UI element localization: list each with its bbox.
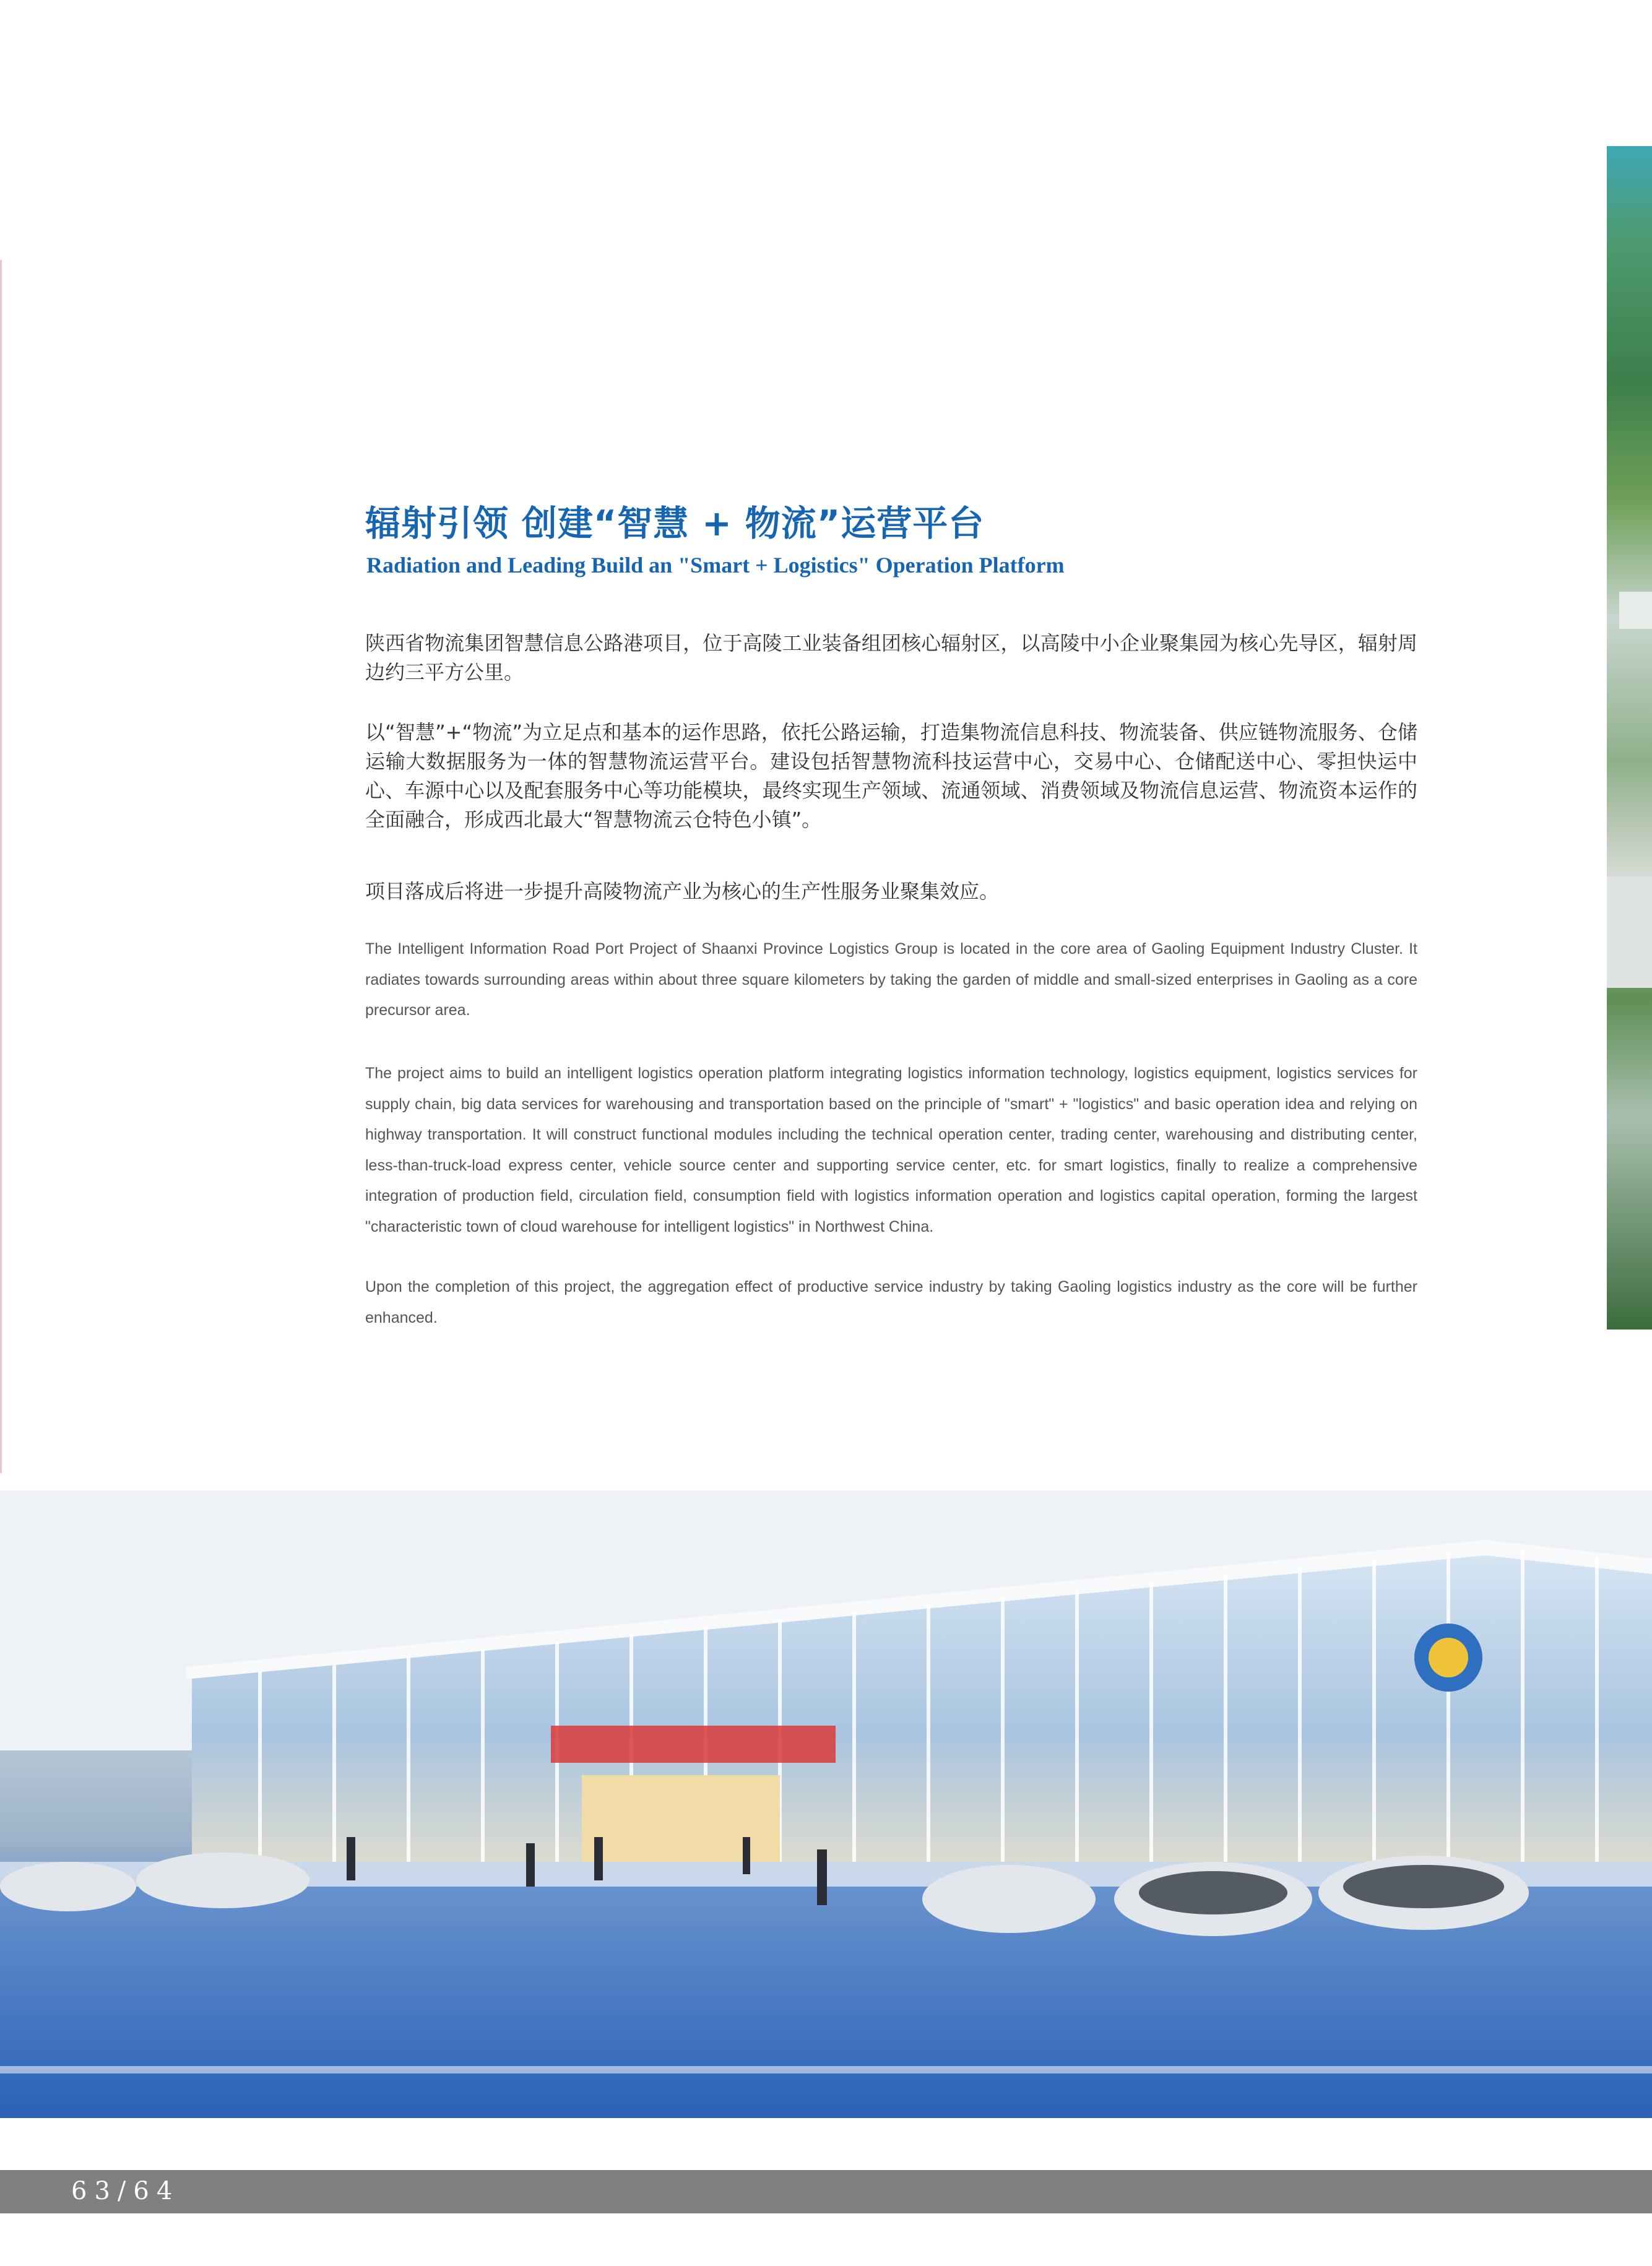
aerial-roof [1619,592,1652,629]
body-en-paragraph-3: Upon the completion of this project, the aggregation effect of productive service industry by taking Gaoling logistics industry as the core will be further enhanced. [365,1278,1417,1326]
body-en-paragraph-2: The project aims to build an intelligent logistics operation platform integrating logistics information technology, logistics equipment, logistics services for supply chain, big data services for warehousing and transportation based on the principle of "smart" + "logistics" and basic operation idea and relying on highway transportation. It will construct functional modules including the technical operation center, trading center, warehousing and distributing center, less-than-truck-load express center, vehicle source center and supporting service center, etc. for smart logistics, finally to realize a comprehensive integration of production field, circulation field, consumption field with logistics information operation and logistics capital operation, forming the largest "characteristic town of cloud warehouse for intelligent logistics" in Northwest China. [365,1065,1417,1235]
body-cn-paragraph-2: 以“智慧”+“物流”为立足点和基本的运作思路，依托公路运输，打造集物流信息科技、物流装备、供应链物流服务、仓储运输大数据服务为一体的智慧物流运营平台。建设包括智慧物流科技运营中心，交易中心、仓储配送中心、零担快运中心、车源中心以及配套服务中心等功能模块，最终实现生产领域、流通领域、消费领域及物流信息运营、物流资本运作的全面融合，形成西北最大“智慧物流云仓特色小镇”。 [365,720,1417,831]
left-page-edge [0,260,2,1473]
page-number: 63/64 [71,2177,180,2205]
body-cn-paragraph-1: 陕西省物流集团智慧信息公路港项目，位于高陵工业装备组团核心辐射区，以高陵中小企业聚集园为核心先导区，辐射周边约三平方公里。 [365,631,1417,684]
body-en-paragraph-1: The Intelligent Information Road Port Project of Shaanxi Province Logistics Group is located in the core area of Gaoling Equipment Industry Cluster. It radiates towards surrounding areas within about three square kilometers by taking the garden of middle and small-sized enterprises in Gaoling as a core precursor area. [365,940,1417,1019]
aerial-photo-strip [1607,146,1652,1330]
heading-chinese: 辐射引领 创建“智慧 + 物流”运营平台 [365,503,985,544]
aerial-roof-2 [1607,876,1652,988]
footer-bar [0,2170,1652,2213]
building-illustration [0,1490,1652,2118]
body-cn-paragraph-3: 项目落成后将进一步提升高陵物流产业为核心的生产性服务业聚集效应。 [365,880,1000,903]
heading-english: Radiation and Leading Build an "Smart + Logistics" Operation Platform [366,553,1065,577]
building-rendering-photo [0,1490,1652,2118]
